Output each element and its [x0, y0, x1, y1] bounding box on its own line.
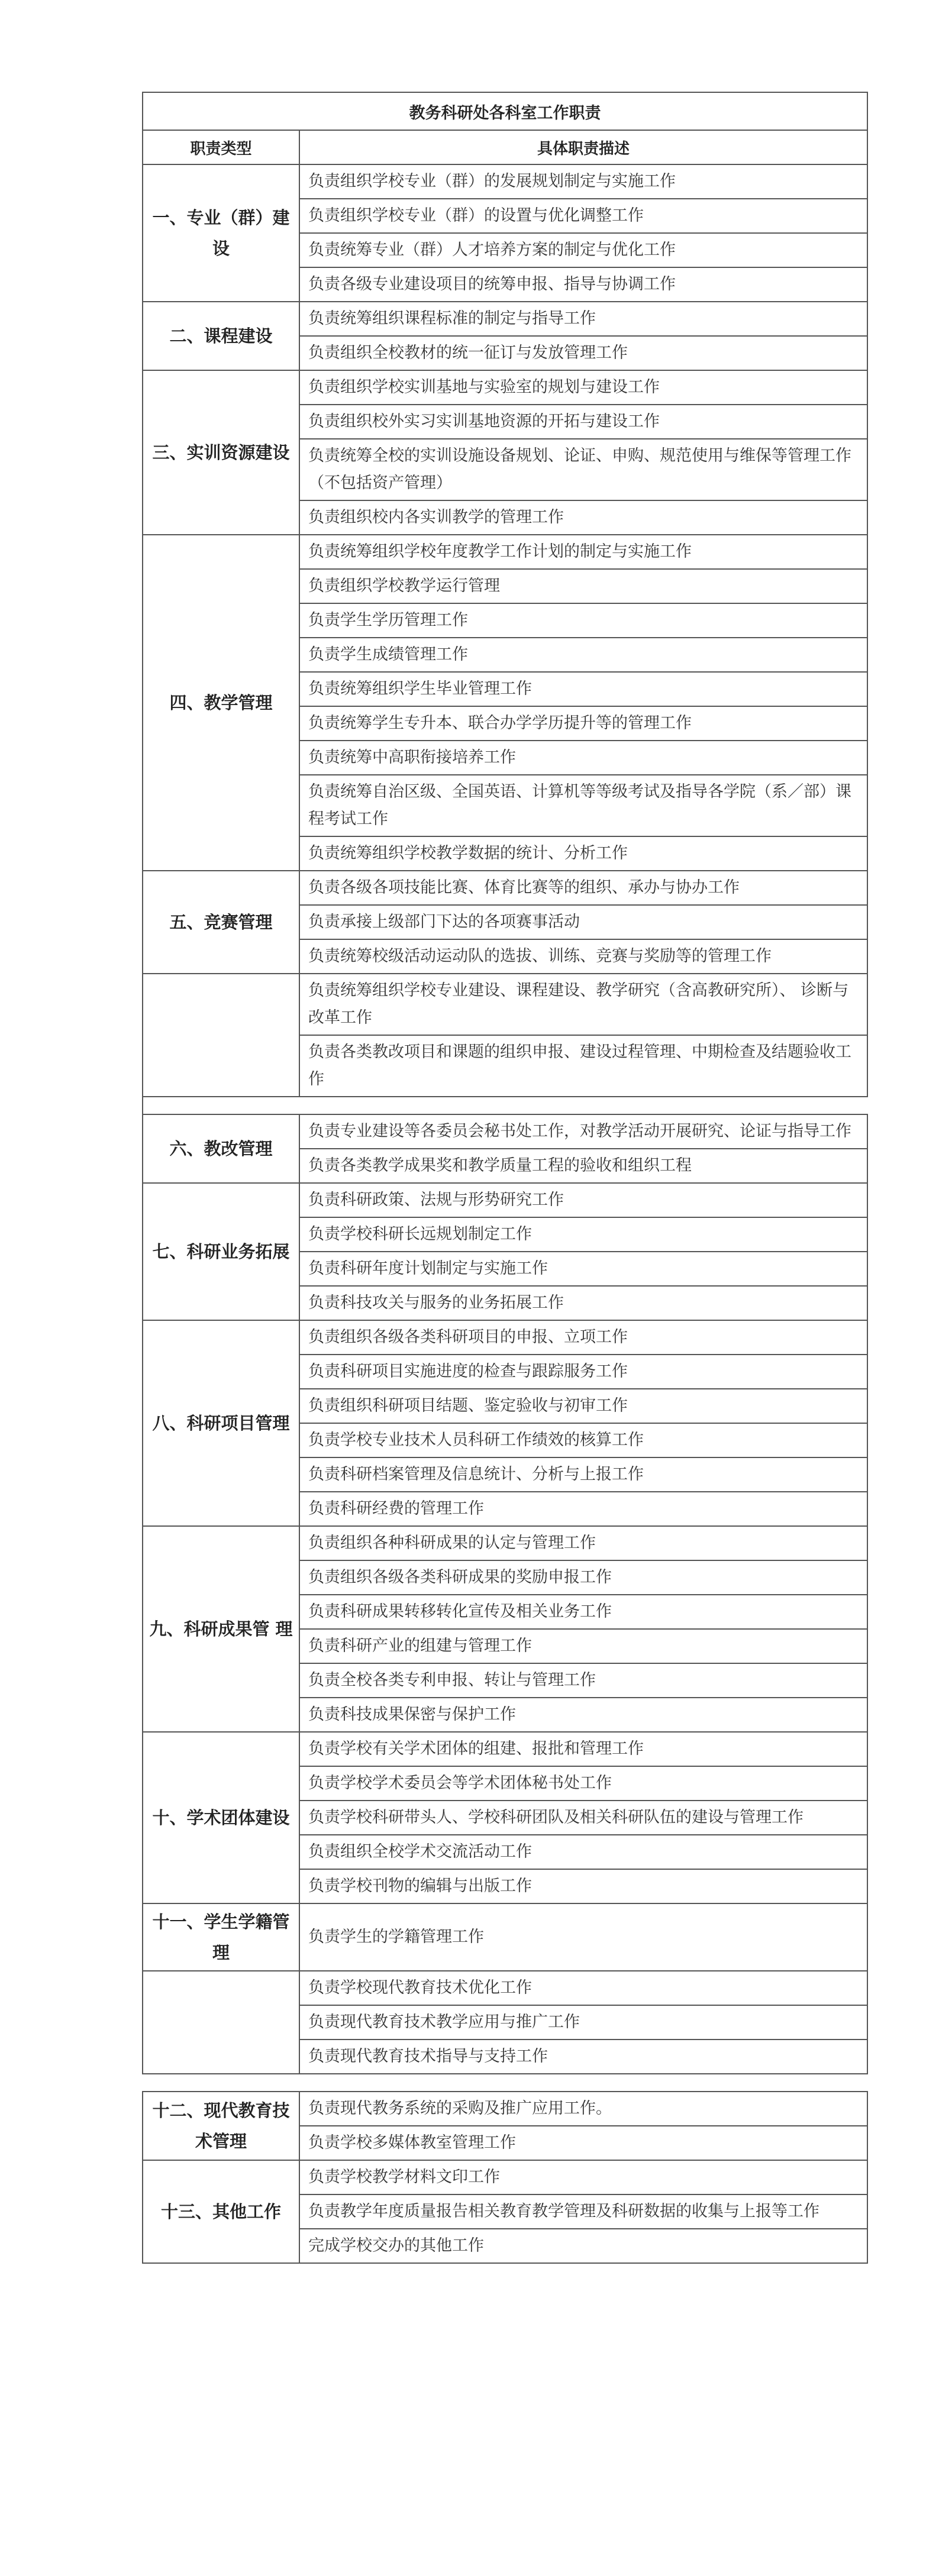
duty-cell: 负责学校刊物的编辑与出版工作: [299, 1869, 867, 1903]
category-cell: 七、科研业务拓展: [143, 1183, 299, 1320]
duty-cell: 负责学校有关学术团体的组建、报批和管理工作: [299, 1732, 867, 1766]
category-cell: [143, 974, 299, 1097]
table-row: [143, 370, 867, 405]
table-row: [143, 535, 867, 569]
table-row: [143, 302, 867, 336]
duty-cell: 负责组织学校专业（群）的发展规划制定与实施工作: [299, 164, 867, 199]
table-row: [143, 1320, 867, 1355]
duty-cell: 负责现代教育技术指导与支持工作: [299, 2040, 867, 2074]
duty-cell: 负责科技攻关与服务的业务拓展工作: [299, 1286, 867, 1320]
duty-cell: 负责统筹组织学校专业建设、课程建设、教学研究（含高教研究所）、 诊断与改革工作: [299, 974, 867, 1035]
duty-cell: 负责组织各级各类科研成果的奖励申报工作: [299, 1560, 867, 1595]
duty-cell: 负责科研经费的管理工作: [299, 1492, 867, 1526]
category-cell: 十、学术团体建设: [143, 1732, 299, 1903]
table-title-row: [143, 92, 867, 130]
category-cell: [143, 1971, 299, 2074]
duty-cell: 负责统筹全校的实训设施设备规划、论证、申购、规范使用与维保等管理工作（不包括资产管理）: [299, 439, 867, 500]
duty-cell: 负责各级各项技能比赛、体育比赛等的组织、承办与协办工作: [299, 871, 867, 905]
table-row: [143, 2160, 867, 2194]
table-row: [143, 1971, 867, 2005]
duty-cell: 负责各类教改项目和课题的组织申报、建设过程管理、中期检查及结题验收工作: [299, 1035, 867, 1097]
duty-cell: 负责学生学历管理工作: [299, 603, 867, 638]
table-row: [143, 974, 867, 1035]
duty-cell: 负责组织全校教材的统一征订与发放管理工作: [299, 336, 867, 370]
category-cell: 九、科研成果管 理: [143, 1526, 299, 1732]
duty-cell: 负责科研年度计划制定与实施工作: [299, 1252, 867, 1286]
duty-cell: 负责现代教务系统的采购及推广应用工作。: [299, 2092, 867, 2126]
duty-cell: 负责统筹学生专升本、联合办学学历提升等的管理工作: [299, 706, 867, 741]
duty-cell: 负责组织学校教学运行管理: [299, 569, 867, 603]
duty-cell: 负责组织学校实训基地与实验室的规划与建设工作: [299, 370, 867, 405]
duty-cell: 负责学校现代教育技术优化工作: [299, 1971, 867, 2005]
table-row: [143, 1183, 867, 1217]
duty-cell: 负责学校科研长远规划制定工作: [299, 1217, 867, 1252]
duty-cell: 负责科研档案管理及信息统计、分析与上报工作: [299, 1457, 867, 1492]
table-row: [143, 1526, 867, 1560]
duty-cell: 负责统筹组织课程标准的制定与指导工作: [299, 302, 867, 336]
duty-cell: 负责教学年度质量报告相关教育教学管理及科研数据的收集与上报等工作: [299, 2194, 867, 2229]
table-header-row: [143, 130, 867, 164]
duty-cell: 负责学校学术委员会等学术团体秘书处工作: [299, 1766, 867, 1801]
category-cell: 八、科研项目管理: [143, 1320, 299, 1526]
table-row: [143, 164, 867, 199]
duty-cell: 负责统筹组织学校年度教学工作计划的制定与实施工作: [299, 535, 867, 569]
duty-cell: 负责承接上级部门下达的各项赛事活动: [299, 905, 867, 939]
category-cell: 三、实训资源建设: [143, 370, 299, 535]
header-desc: 具体职责描述: [299, 130, 867, 164]
duty-cell: 负责科技成果保密与保护工作: [299, 1698, 867, 1732]
category-cell: 六、教改管理: [143, 1114, 299, 1183]
duty-cell: 负责学校科研带头人、学校科研团队及相关科研队伍的建设与管理工作: [299, 1801, 867, 1835]
category-cell: 十三、其他工作: [143, 2160, 299, 2263]
duty-cell: 负责学校专业技术人员科研工作绩效的核算工作: [299, 1423, 867, 1457]
table-row: [143, 1114, 867, 1149]
duty-cell: 负责各级专业建设项目的统筹申报、指导与协调工作: [299, 267, 867, 302]
page-gap: [143, 2074, 867, 2092]
duty-cell: 负责全校各类专利申报、转让与管理工作: [299, 1663, 867, 1698]
duty-cell: 负责统筹组织学校教学数据的统计、分析工作: [299, 836, 867, 871]
duty-cell: 负责科研项目实施进度的检查与跟踪服务工作: [299, 1355, 867, 1389]
duty-cell: 负责统筹专业（群）人才培养方案的制定与优化工作: [299, 233, 867, 267]
category-cell: 十一、学生学籍管理: [143, 1903, 299, 1971]
duty-cell: 负责现代教育技术教学应用与推广工作: [299, 2005, 867, 2040]
category-cell: 十二、现代教育技术管理: [143, 2092, 299, 2160]
duty-cell: 负责学校教学材料文印工作: [299, 2160, 867, 2194]
duty-cell: 负责组织学校专业（群）的设置与优化调整工作: [299, 199, 867, 233]
page-gap: [143, 1097, 867, 1114]
category-cell: 四、教学管理: [143, 535, 299, 871]
category-cell: 五、竞赛管理: [143, 871, 299, 974]
header-type: 职责类型: [143, 130, 299, 164]
table-row: [143, 871, 867, 905]
duty-cell: 负责科研产业的组建与管理工作: [299, 1629, 867, 1663]
duty-cell: 负责组织全校学术交流活动工作: [299, 1835, 867, 1869]
category-cell: 二、课程建设: [143, 302, 299, 370]
duty-cell: 负责组织校外实习实训基地资源的开拓与建设工作: [299, 405, 867, 439]
duty-cell: 完成学校交办的其他工作: [299, 2229, 867, 2263]
duty-cell: 负责科研政策、法规与形势研究工作: [299, 1183, 867, 1217]
table-row: [143, 1732, 867, 1766]
duty-cell: 负责组织各种科研成果的认定与管理工作: [299, 1526, 867, 1560]
table-title: 教务科研处各科室工作职责: [143, 92, 867, 130]
duty-cell: 负责统筹自治区级、全国英语、计算机等等级考试及指导各学院（系／部）课程考试工作: [299, 775, 867, 836]
duty-cell: 负责学生成绩管理工作: [299, 638, 867, 672]
duty-cell: 负责统筹组织学生毕业管理工作: [299, 672, 867, 706]
duty-cell: 负责统筹校级活动运动队的选拔、训练、竞赛与奖励等的管理工作: [299, 939, 867, 974]
duty-cell: 负责科研成果转移转化宣传及相关业务工作: [299, 1595, 867, 1629]
duty-cell: 负责组织各级各类科研项目的申报、立项工作: [299, 1320, 867, 1355]
duty-cell: 负责专业建设等各委员会秘书处工作，对教学活动开展研究、论证与指导工作: [299, 1114, 867, 1149]
duty-cell: 负责统筹中高职衔接培养工作: [299, 741, 867, 775]
duty-cell: 负责各类教学成果奖和教学质量工程的验收和组织工程: [299, 1149, 867, 1183]
category-cell: 一、专业（群）建设: [143, 164, 299, 302]
duty-cell: 负责组织科研项目结题、鉴定验收与初审工作: [299, 1389, 867, 1423]
table-row: [143, 2092, 867, 2126]
duties-table: [142, 92, 868, 2264]
table-row: [143, 1903, 867, 1971]
duty-cell: 负责学校多媒体教室管理工作: [299, 2126, 867, 2160]
duty-cell: 负责学生的学籍管理工作: [299, 1903, 867, 1971]
duty-cell: 负责组织校内各实训教学的管理工作: [299, 500, 867, 535]
